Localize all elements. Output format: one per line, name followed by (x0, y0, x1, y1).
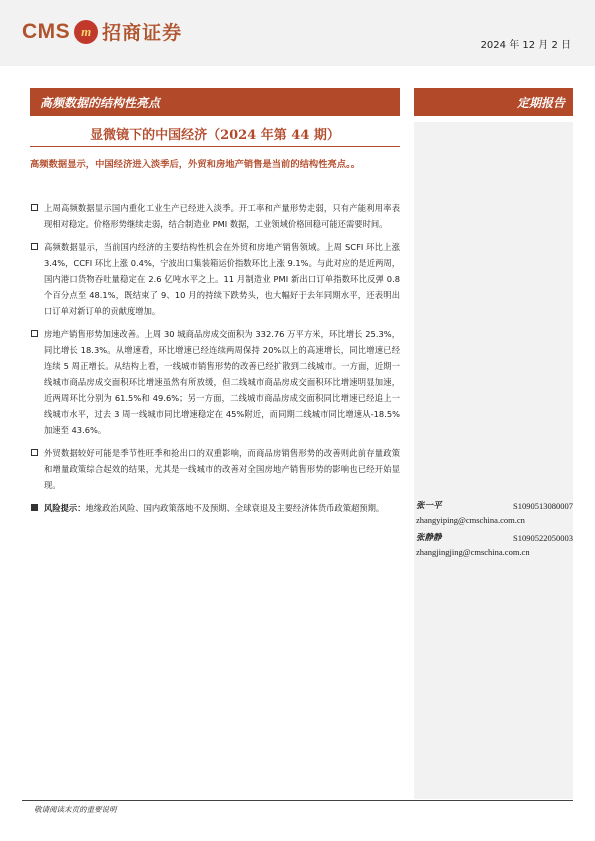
bullet-list (30, 200, 400, 523)
risk-text: 地缘政治风险、国内政策落地不及预期、全球衰退及主要经济体货币政策超预期。 (85, 503, 385, 513)
report-title: 显微镜下的中国经济（2024 年第 44 期） (90, 128, 340, 143)
author-line (416, 532, 573, 545)
bullet-square-icon (31, 243, 38, 250)
bullet-item (30, 326, 400, 438)
risk-label: 风险提示： (44, 503, 86, 513)
bullet-square-icon (31, 449, 38, 456)
author-line (416, 500, 573, 513)
bullet-square-filled-icon (31, 504, 38, 511)
bullet-text: 外贸数据较好可能是季节性旺季和抢出口的双重影响，而商品房销售形势的改善则此前存量政策和增量政策综合起效的结果，尤其是一线城市的改善对全国房地产销售形势的影响也已经开始显现。 (44, 448, 400, 490)
bullet-text: 高频数据显示，当前国内经济的主要结构性机会在外贸和房地产销售领域。上周 SCFI 环比上涨 3.4%，CCFI 环比上涨 0.4%，宁波出口集装箱运价指数环比上涨 9.1%。与此对应的是近两周，国内港口货物吞吐量稳定在 2.6 亿吨水平之上。11 月制造业 PMI 新出口订单指数环比反弹 0.8 个百分点至 48.1%，既结束了 9、10 月的持续下跌势头，也大幅好于去年同期水平，还表明出口订单对新订单的贡献度增加。 (44, 242, 400, 316)
report-date: 2024 年 12 月 2 日 (480, 40, 571, 51)
report-summary: 高频数据显示，中国经济进入淡季后，外贸和房地产销售是当前的结构性亮点。。 (30, 159, 361, 170)
logo-chinese-name: 招商证券 (102, 22, 183, 44)
topic-banner (30, 88, 400, 116)
logo-text: CMS (22, 19, 71, 43)
author-email[interactable]: zhangjingjing@cmschina.com.cn (416, 547, 530, 557)
author-certificate-id: S1090522050003 (513, 533, 573, 543)
author-certificate-id: S1090513080007 (513, 501, 573, 511)
bullet-text: 上周高频数据显示国内重化工业生产已经进入淡季。开工率和产量形势走弱，只有产能利用率表现相对稳定。价格形势继续走弱，结合制造业 PMI 数据，工业领域价格回稳可能还需要时间。 (44, 203, 400, 229)
author-block (416, 500, 573, 564)
company-logo (22, 18, 182, 45)
author-name: 张静静 (416, 533, 442, 543)
logo-emblem-icon: m (74, 20, 98, 44)
bullet-item (30, 200, 400, 232)
bullet-item (30, 445, 400, 493)
author-name: 张一平 (416, 501, 442, 511)
risk-warning (30, 500, 400, 516)
topic-title: 高频数据的结构性亮点 (40, 96, 161, 110)
report-type-label: 定期报告 (516, 96, 565, 110)
report-type-banner (414, 88, 573, 116)
sidebar-panel (414, 122, 573, 799)
page-header (0, 0, 595, 66)
bullet-square-icon (31, 330, 38, 337)
title-divider (30, 146, 400, 147)
footer-note: 敬请阅读末页的重要说明 (34, 805, 117, 814)
bullet-item (30, 239, 400, 319)
bullet-text: 房地产销售形势加速改善。上周 30 城商品房成交面积为 332.76 万平方米，环比增长 25.3%，同比增长 18.3%。从增速看，环比增速已经连续两周保持 20%以上的高速增长，同比增速已经连续 5 周正增长。从结构上看，一线城市销售形势的改善已经扩散到二线城市。一方面，近期一线城市商品房成交面积环比增速虽然有所放缓，但二线城市商品房成交面积环比增速明显加速，近两周环比分别为 61.5%和 49.6%；另一方面，二线城市商品房成交面积同比增速已经追上一线城市水平，过去 3 周一线城市同比增速稳定在 45%附近，而同期二线城市同比增速从-18.5%加速至 43.6%。 (44, 329, 400, 435)
bullet-square-icon (31, 204, 38, 211)
author-email[interactable]: zhangyiping@cmschina.com.cn (416, 515, 525, 525)
footer-divider (22, 800, 573, 801)
